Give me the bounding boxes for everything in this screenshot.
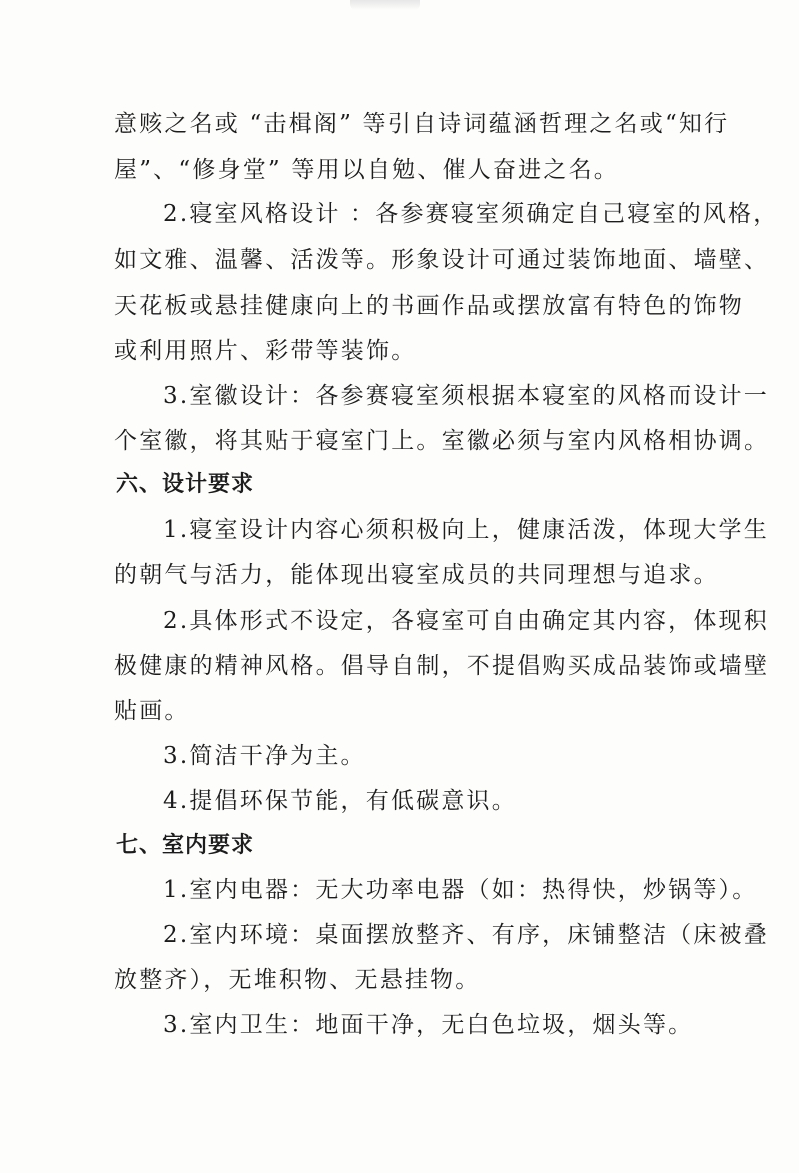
section-heading-room-requirements: 七、室内要求 xyxy=(116,833,255,858)
paragraph-line: 1.寝室设计内容心须积极向上，健康活泼，体现大学生 xyxy=(163,517,769,543)
paragraph-line: 个室徽，将其贴于寝室门上。室徽必须与室内风格相协调。 xyxy=(114,428,770,454)
paragraph-line: 或利用照片、彩带等装饰。 xyxy=(114,338,417,364)
section-heading-design-requirements: 六、设计要求 xyxy=(116,472,255,497)
paragraph-line: 天花板或悬挂健康向上的书画作品或摆放富有特色的饰物 xyxy=(114,293,744,319)
paragraph-line: 3.室徽设计：各参赛寝室须根据本寝室的风格而设计一 xyxy=(163,383,769,409)
paragraph-line: 如文雅、温馨、活泼等。形象设计可通过装饰地面、墙壁、 xyxy=(114,247,770,273)
paragraph-line: 4.提倡环保节能，有低碳意识。 xyxy=(163,788,517,814)
paragraph-line: 贴画。 xyxy=(114,698,190,724)
paragraph-line: 的朝气与活力，能体现出寝室成员的共同理想与追求。 xyxy=(114,562,719,588)
paragraph-line: 屋”、“修身堂” 等用以自勉、催人奋进之名。 xyxy=(114,157,619,183)
paragraph-line: 意赅之名或 “击楫阁” 等引自诗词蕴涵哲理之名或“知行 xyxy=(114,111,730,137)
paragraph-line: 2.寝室风格设计 ：各参赛寝室须确定自己寝室的风格， xyxy=(163,201,779,227)
paragraph-line: 1.室内电器：无大功率电器（如：热得快，炒锅等）。 xyxy=(163,877,758,903)
paragraph-line: 极健康的精神风格。倡导自制，不提倡购买成品装饰或墙壁 xyxy=(114,653,770,679)
paragraph-line: 3.室内卫生：地面干净，无白色垃圾，烟头等。 xyxy=(163,1012,694,1038)
scan-mark xyxy=(350,0,420,10)
paragraph-line: 2.室内环境：桌面摆放整齐、有序，床铺整洁（床被叠 xyxy=(163,922,769,948)
paragraph-line: 3.简洁干净为主。 xyxy=(163,743,366,769)
paragraph-line: 2.具体形式不设定，各寝室可自由确定其内容，体现积 xyxy=(163,608,769,634)
paragraph-line: 放整齐），无堆积物、无悬挂物。 xyxy=(114,967,481,993)
